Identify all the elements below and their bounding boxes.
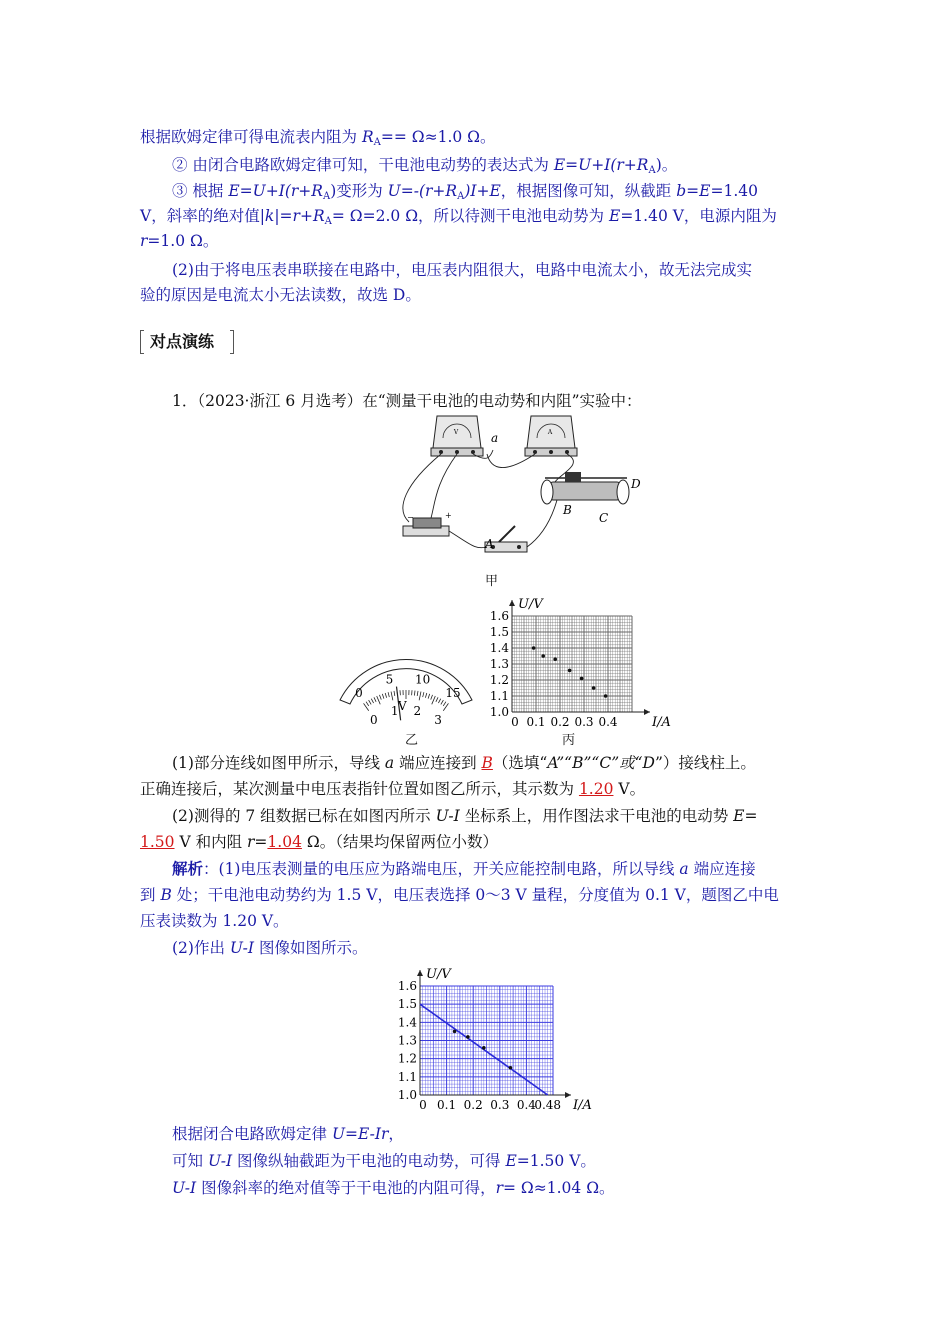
text: |= [274,207,293,225]
top-scale-label: 10 [414,672,431,687]
svg-text:A: A [547,429,553,436]
text: Ω。（结果均保留两位小数） [301,833,498,851]
data-point [509,1066,513,1070]
text: = Ω=2.0 Ω，所以待测干电池电动势为 [331,207,609,225]
x-tick-label: 0.3 [490,1098,510,1112]
text: 根据闭合电路欧姆定律 [172,1125,332,1143]
var: a [384,754,395,772]
text: V 和内阻 [174,833,247,851]
x-tick-label: 0.48 [534,1098,562,1112]
y-tick-label: 1.3 [397,1033,417,1048]
chart-analysis [388,962,608,1117]
battery-icon [403,511,452,536]
scale-tick [369,700,372,704]
x-tick-label: 0.2 [550,715,570,729]
analysis-line-7 [172,1178,615,1198]
eq: U=E-Ir [331,1125,389,1143]
rheostat-icon [541,472,629,504]
text: 可知 [172,1152,208,1170]
label-B: B [563,503,572,517]
text: 到 [140,886,161,904]
text: 图像纵轴截距为干电池的电动势，可得 [232,1152,506,1170]
eq: U=-(r+R [387,182,458,200]
x-tick-label: 0.3 [574,715,594,729]
text: V，斜率的绝对值| [140,207,265,225]
y-arrow [509,600,515,606]
section-title: 对点演练 [150,332,215,351]
x-axis-label: I/A [573,1098,592,1113]
top-scale-label: 15 [445,685,461,700]
text: = [254,833,268,851]
chart-bing [484,592,671,732]
var: E [505,1152,517,1170]
eq: E=U+I(r+R [228,182,323,200]
var: U-I [435,807,460,825]
answer-3: 1.50 [140,833,175,851]
analysis-line-6 [172,1151,596,1171]
var: r [495,1179,504,1197]
text: =1.40 V，电源内阻为 [620,207,777,225]
var: r [292,207,300,225]
solution-line-5 [140,231,218,251]
y-tick-label: 1.6 [489,609,509,623]
eq: b=E [676,182,711,200]
eq: )I+E [464,182,501,200]
data-point [553,657,557,661]
text: 图像斜率的绝对值等于干电池的内阻可得， [196,1179,496,1197]
svg-text:+: + [445,511,452,520]
bottom-scale-label: 1 [390,704,399,719]
var: B [160,886,172,904]
top-scale-label: 5 [385,672,394,687]
var: r [247,833,255,851]
y-tick-label: 1.3 [489,657,509,671]
bracket-left [140,330,144,354]
scale-tick [382,694,384,699]
x-tick-label: 0.1 [526,715,546,729]
text: 坐标系上，用作图法求干电池的电动势 [459,807,734,825]
scale-tick [423,692,424,697]
text: ③ 根据 [172,182,229,200]
solution-line-6: (2)由于将电压表串联接在电路中，电压表内阻很大，电路中电流太小，故无法完成实 [172,261,752,279]
scale-tick [379,695,381,700]
part2-line1 [172,806,757,826]
analysis-line-1 [172,859,756,879]
x-tick-label: 0.4 [516,1098,536,1112]
y-tick-label: 1.0 [397,1088,417,1102]
scale-tick [417,691,418,696]
scale-tick [432,696,436,704]
scale-tick [436,697,438,702]
text: ”）接线柱上。 [654,754,756,772]
text: == Ω≈1.0 Ω。 [380,128,496,146]
var: E [733,807,745,825]
x-axis-label: I/A [652,715,671,730]
analysis-line-5 [172,1124,404,1144]
text: )。 [655,156,678,174]
text: = Ω≈1.04 Ω。 [503,1179,615,1197]
data-point [482,1046,486,1050]
ammeter-icon [525,416,577,456]
var: U-I [207,1152,233,1170]
top-scale-label: 0 [355,685,363,700]
data-point [532,646,536,650]
scale-tick [425,693,426,698]
solution-line-7: 验的原因是电流太小无法读数，故选 D。 [140,286,421,304]
text: 正确连接后，某次测量中电压表指针位置如图乙所示，其示数为 [140,780,579,798]
y-tick-label: 1.1 [489,689,509,703]
analysis-line-3: 压表读数为 1.20 V。 [140,912,289,930]
solution-line-1 [140,127,496,153]
eq: E=U+I(r+R [553,156,649,174]
sub: A [324,216,332,227]
x-tick-label: 0 [511,715,519,729]
analysis-head: 解析 [172,859,204,878]
x-arrow [565,1092,571,1098]
var: U-I [229,939,255,957]
var: E [608,207,621,225]
question-stem: 1．（2023·浙江 6 月选考）在“测量干电池的电动势和内阻”实验中： [172,392,642,410]
bottom-scale-label: 3 [434,713,442,728]
var: U-I [172,1179,197,1197]
data-point [604,694,608,698]
scale-tick [414,691,415,696]
var: +R [299,207,325,225]
data-point [466,1035,470,1039]
analysis-line-2 [140,885,779,905]
y-arrow [417,970,423,976]
label-a: a [491,431,499,445]
y-tick-label: 1.1 [397,1069,417,1084]
section-header [140,330,234,354]
scale-tick [371,699,373,703]
circuit-figure-jia [395,414,655,574]
scale-tick [419,692,421,701]
scale-tick [394,691,395,696]
text: 处；干电池电动势约为 1.5 V，电压表选择 0～3 V 量程，分度值为 0.1 V，题图乙中电 [171,886,779,904]
scale-tick [366,702,369,706]
bottom-scale-label: 0 [370,713,378,728]
text: (2)测得的 7 组数据已标在如图丙所示 [172,807,436,825]
answer-1: B [481,754,493,772]
y-tick-label: 1.5 [489,625,509,639]
unit-label: V [398,699,407,713]
answer-4: 1.04 [267,833,302,851]
text: ：(1)电压表测量的电压应为路端电压，开关应能控制电路，所以导线 [203,860,680,878]
scale-tick [443,702,446,706]
scale-tick [428,694,430,699]
text: ， [388,1125,404,1143]
svg-text:−: − [407,513,414,522]
scale-tick [388,692,389,697]
text: )变形为 [330,182,388,200]
data-point [541,654,545,658]
scale-tick [374,697,376,702]
y-tick-label: 1.4 [489,641,509,655]
voltmeter-icon [431,416,483,456]
text: = [744,807,758,825]
data-point [592,686,596,690]
bottom-scale-label: 2 [413,704,422,719]
voltmeter-scale-yi [322,646,492,728]
var: k [264,207,275,225]
var: a [679,860,689,878]
y-tick-label: 1.5 [397,997,417,1012]
data-point [453,1030,457,1034]
y-tick-label: 1.4 [397,1015,417,1030]
part1-line1 [172,753,756,773]
scale-tick [377,696,381,704]
text: 图像如图所示。 [254,939,368,957]
text: =1.0 Ω。 [147,232,219,250]
var: r [140,232,148,250]
analysis-line-4 [172,938,367,958]
x-tick-label: 0.2 [463,1098,483,1112]
text: =1.50 V。 [516,1152,596,1170]
text: ② 由闭合电路欧姆定律可知，干电池电动势的表达式为 [172,156,554,174]
y-axis-label: U/V [426,967,451,982]
sub: A [648,165,656,176]
answer-2: 1.20 [578,780,614,798]
scale-tick [441,700,444,704]
text: ，根据图像可知，纵截距 [500,182,677,200]
sub: A [322,191,331,202]
x-arrow [644,709,650,715]
sub: A [457,191,465,202]
var: R [361,128,374,146]
x-tick-label: 0.1 [437,1098,457,1112]
caption-bing: 丙 [562,733,576,748]
solution-line-4 [140,206,777,232]
text: (1)部分连线如图甲所示，导线 [172,754,385,772]
text: (2)作出 [172,939,230,957]
text: =1.40 [710,182,758,200]
bracket-right [230,330,234,354]
solution-line-3 [172,181,758,207]
y-tick-label: 1.2 [489,673,509,687]
text: 根据欧姆定律可得电流表内阻为 [140,128,362,146]
y-axis-label: U/V [518,597,543,612]
options: A”“B”“C”或“D [547,754,655,772]
text: V。 [613,780,646,798]
x-tick-label: 0 [419,1098,427,1112]
y-tick-label: 1.6 [397,979,417,993]
sub: A [373,137,381,148]
part1-line2 [140,779,645,799]
part2-line2 [140,832,498,852]
y-tick-label: 1.0 [489,705,509,719]
svg-text:V: V [453,429,459,436]
solution-line-2 [172,155,677,181]
text: （选填“ [492,754,548,772]
label-D: D [631,477,641,491]
label-C: C [599,511,609,525]
y-tick-label: 1.2 [397,1051,417,1066]
caption-jia: 甲 [485,574,499,589]
scale-tick [431,695,433,700]
text: 端应连接 [688,860,756,878]
data-point [580,677,584,681]
label-A: A [485,537,494,551]
scale-tick [438,699,440,703]
text: 端应连接到 [394,754,482,772]
scale-tick [385,693,386,698]
caption-yi: 乙 [405,733,419,748]
scale-tick [391,692,393,701]
data-point [568,669,572,673]
x-tick-label: 0.4 [598,715,618,729]
